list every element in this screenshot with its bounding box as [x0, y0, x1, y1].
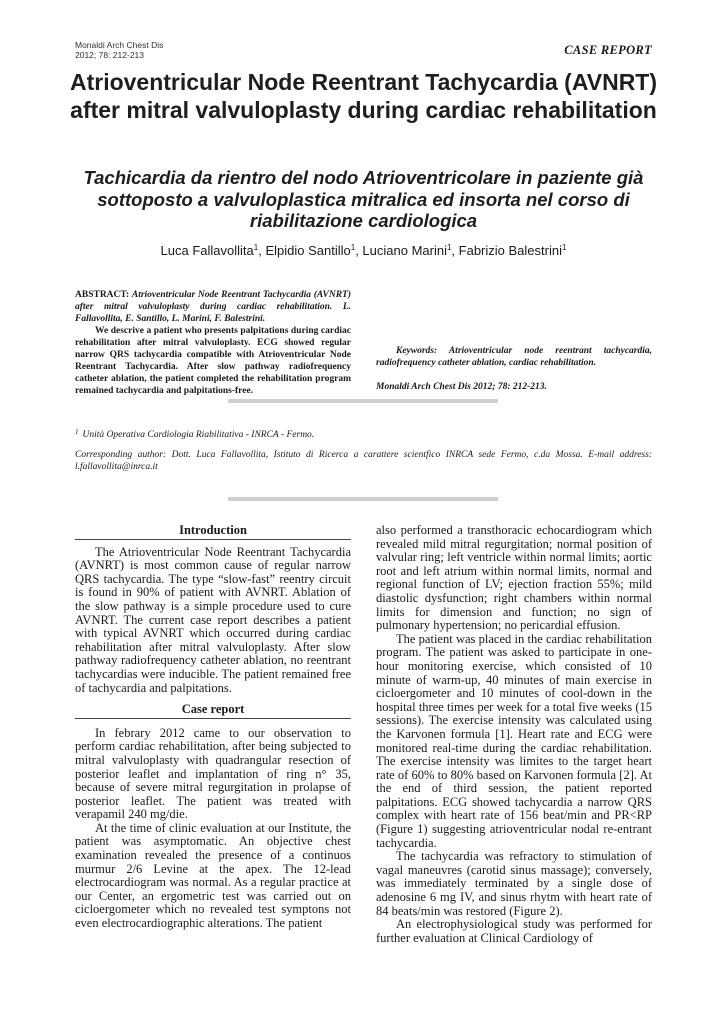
journal-volume: 2012; 78: 212-213 — [75, 50, 145, 60]
author-name: Luciano Marini — [362, 243, 447, 258]
abstract-citation-short: Monaldi Arch Chest Dis 2012; 78: 212-213. — [376, 382, 547, 392]
author-name: Luca Fallavollita — [160, 243, 254, 258]
abstract-keywords: Keywords: Atrioventricular node reentrant tachycardia, radiofrequency catheter ablation, cardiac rehabilitation. — [376, 346, 652, 368]
author-name: Elpidio Santillo — [265, 243, 351, 258]
abstract-left-column — [75, 289, 351, 397]
author-list — [60, 243, 667, 258]
body-left-column — [75, 524, 351, 931]
affiliation-text: Unità Operativa Cardiologia Riabilitativa - INRCA - Fermo. — [82, 430, 315, 440]
body-right-column — [376, 524, 652, 945]
journal-reference — [75, 40, 163, 60]
author — [459, 243, 567, 258]
author-affiliation-mark: 1 — [253, 243, 259, 252]
case-report-paragraph: In febrary 2012 came to our observation to perform cardiac rehabilitation, after being subjected to mitral valvuloplasty with quadrangular resection of posterior leaflet and implantation of ring n° 35, because of severe mitral regurgitation in prolapse of posterior leaflet. The patient was treated with verapamil 240 mg/die. — [75, 725, 351, 822]
abstract-citation: Atrioventricular Node Reentrant Tachycardia (AVNRT) after mitral valvuloplasty during cardiac rehabilitation. L. Fallavollita, E. Santillo, L. Marini, F. Balestrini. — [75, 290, 352, 324]
body-paragraph: An electrophysiological study was performed for further evaluation at Clinical Cardiology of — [376, 917, 652, 945]
author-affiliation-mark: 1 — [446, 243, 452, 252]
divider-top — [228, 399, 498, 403]
body-paragraph: The tachycardia was refractory to stimulation of vagal maneuvres (carotid sinus massage); conversely, was immediately terminated by a single dose of adenosine 6 mg IV, and sinus rhytm with heart rate of 84 beats/min was restored (Figure 2). — [376, 849, 652, 918]
author-separator: , — [451, 243, 459, 258]
affiliation-mark: 1 — [75, 428, 79, 436]
section-heading-case-report: Case report — [75, 703, 351, 719]
author-affiliation-mark: 1 — [350, 243, 356, 252]
author-affiliation-mark: 1 — [561, 243, 567, 252]
article-subtitle-italian: Tachicardia da rientro del nodo Atrioventricolare in paziente già sottoposto a valvuloplastica mitralica ed insorta nel corso di riabilitazione cardiologica — [83, 167, 644, 231]
affiliation — [75, 426, 652, 441]
author-name: Fabrizio Balestrini — [458, 243, 562, 258]
section-heading-introduction: Introduction — [75, 524, 351, 540]
journal-name: Monaldi Arch Chest Dis — [75, 40, 164, 50]
case-report-paragraph: At the time of clinic evaluation at our Institute, the patient was asymptomatic. An objective chest examination revealed the presence of a continuos murmur 2/6 Levine at the apex. The 12-lead electrocardiogram was normal. As a regular practice at our Center, an ergometric test was carried out on cicloergometer which no revealed test symptons not even electrocardiographic alterations. The patient — [75, 820, 351, 931]
body-paragraph: The patient was placed in the cardiac rehabilitation program. The patient was asked to participate in one-hour monitoring exercise, which consisted of 10 minute of warm-up, 40 minutes of main exercise in cicloergometer and 10 minutes of cool-down in the hospital three times per week for a total five weeks (15 sessions). The exercise intensity was calculated using the Karvonen formula [1]. Heart rate and ECG were monitored real-time during the cardiac rehabilitation. The exercise intensity was limites to the target heart rate of 60% to 80% based on Karvonen formula [2]. At the end of third session, the patient reported palpitations. ECG showed tachycardia a narrow QRS complex with heart rate of 156 beat/min and PR<RP (Figure 1) suggesting atrioventricular nodal re-entrant tachycardia. — [376, 631, 652, 850]
abstract-body: We descrive a patient who presents palpitations during cardiac rehabilitation after mitral valvuloplasty. ECG showed regular narrow QRS tachycardia compatible with Atrioventricular Node Reentrant Tachycardia. After slow pathway radiofrequency catheter ablation, the patient completed the rehabilitation program remained tachycardia and palpitations-free. — [75, 326, 351, 396]
article-type-label: CASE REPORT — [564, 43, 652, 57]
abstract-right-column — [376, 289, 652, 393]
introduction-paragraph: The Atrioventricular Node Reentrant Tachycardia (AVNRT) is most common cause of regular narrow QRS tachycardia. The type “slow-fast” reentry circuit is found in 90% of patient with AVNRT. Ablation of the slow pathway is a simple procedure used to cure AVNRT. The current case report describes a patient with typical AVNRT which occurred during cardiac rehabilitation after mitral valvuloplasty. After slow pathway radiofrequency catheter ablation, no reentrant tachycardias were inducible. The patient remained free of tachycardia and palpitations. — [75, 544, 351, 695]
corresponding-author: Corresponding author: Dott. Luca Fallavollita, Istituto di Ricerca a carattere scientfico INRCA sede Fermo, c.da Mossa. E-mail address: l.fallavollita@inrca.it — [75, 450, 652, 472]
author — [161, 243, 266, 258]
article-title: Atrioventricular Node Reentrant Tachycardia (AVNRT) after mitral valvuloplasty during cardiac rehabilitation — [69, 69, 658, 123]
abstract-label: ABSTRACT: — [75, 290, 130, 300]
body-paragraph: also performed a transthoracic echocardiogram which revealed mild mitral regurgitation; normal position of valvular ring; left ventricle within normal limits; aortic root and left atrium within normal limits, normal and regional function of LV; ejection fraction 55%; mild diastolic dysfunction; right chambers within normal limits for dimension and function; no sign of pulmonary hypertension; no pericardial effusion. — [376, 523, 652, 633]
divider-bottom — [228, 497, 498, 501]
author — [362, 243, 458, 258]
author — [265, 243, 362, 258]
abstract-citation-paragraph — [75, 289, 351, 325]
author-separator: , — [258, 243, 266, 258]
author-separator: , — [355, 243, 363, 258]
